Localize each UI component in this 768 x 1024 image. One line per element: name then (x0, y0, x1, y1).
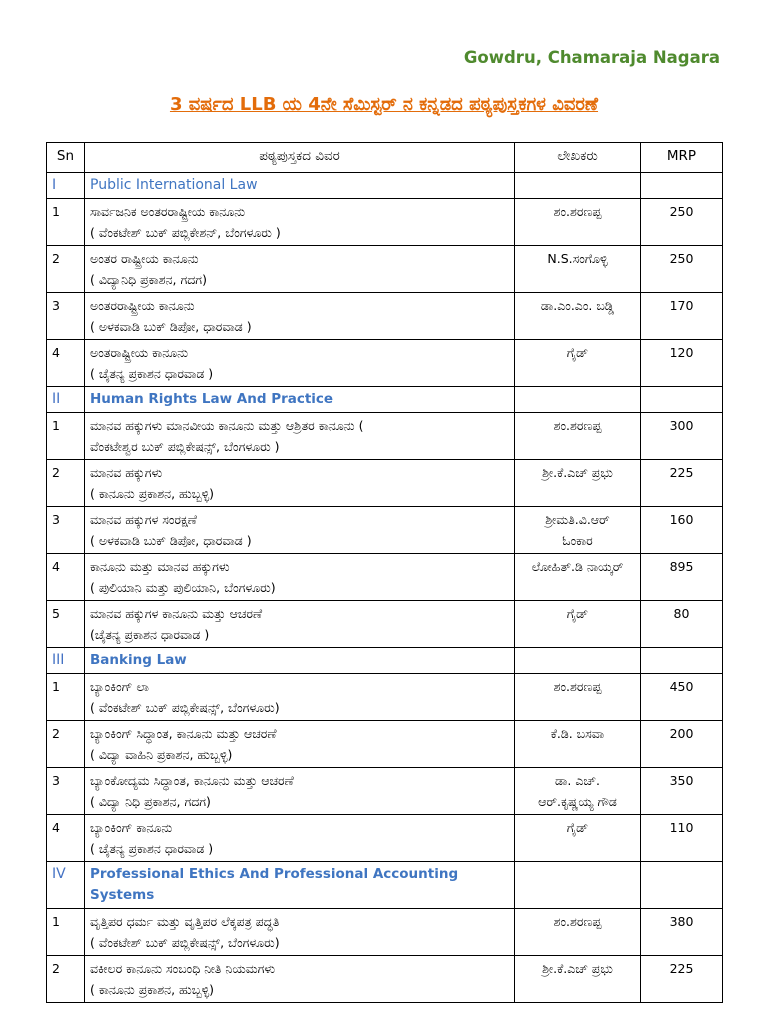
author-name: ಶಂ.ಶರಣಪ್ಪ (553, 679, 602, 694)
table-row (47, 507, 723, 554)
book-publisher: ( ಅಳಕವಾಡಿ ಬುಕ್ ಡಿಪೋ, ಧಾರವಾಡ ) (90, 533, 252, 548)
author-name-continued: ಓಂಕಾರ (562, 533, 593, 548)
book-title: ಬ್ಯಾಂಕೋದ್ಯಮ ಸಿದ್ಧಾಂತ, ಕಾನೂನು ಮತ್ತು ಆಚರಣೆ (90, 773, 294, 788)
author-name: ಗೈಡ್ (566, 606, 589, 621)
empty-cell (641, 173, 723, 199)
empty-cell (515, 387, 641, 413)
book-description (85, 413, 515, 460)
book-serial: 4 (47, 815, 85, 862)
author-name: N.S.ಸಂಗೊಳ್ಳಿ (547, 251, 608, 266)
empty-cell (641, 387, 723, 413)
book-title: ಅಂತರರಾಷ್ಟ್ರೀಯ ಕಾನೂನು (90, 298, 195, 313)
section-row (47, 173, 723, 199)
book-title: ಮಾನವ ಹಕ್ಕುಗಳ ಸಂರಕ್ಷಣೆ (90, 512, 197, 527)
book-mrp: 250 (641, 199, 723, 246)
book-author (515, 293, 641, 340)
book-title: ಕಾನೂನು ಮತ್ತು ಮಾನವ ಹಕ್ಕುಗಳು (90, 559, 230, 574)
book-title: ಅಂತರಾಷ್ಟ್ರೀಯ ಕಾನೂನು (90, 345, 189, 360)
book-title: ವಕೀಲರ ಕಾನೂನು ಸಂಬಂಧಿ ನೀತಿ ನಿಯಮಗಳು (90, 961, 276, 976)
book-serial: 5 (47, 601, 85, 648)
book-mrp: 170 (641, 293, 723, 340)
book-mrp: 80 (641, 601, 723, 648)
section-row (47, 862, 723, 909)
book-author (515, 554, 641, 601)
table-row (47, 674, 723, 721)
book-mrp: 225 (641, 956, 723, 1003)
book-publisher: (ಚೈತನ್ಯ ಪ್ರಕಾಶನ ಧಾರವಾಡ ) (90, 627, 210, 642)
book-mrp: 450 (641, 674, 723, 721)
book-description (85, 956, 515, 1003)
section-title: Public International Law (85, 173, 515, 199)
column-header-sn: Sn (47, 143, 85, 173)
table-row (47, 909, 723, 956)
book-serial: 2 (47, 246, 85, 293)
book-title: ಬ್ಯಾಂಕಿಂಗ್ ಕಾನೂನು (90, 820, 173, 835)
book-author (515, 721, 641, 768)
author-name-continued: ಆರ್.ಕೃಷ್ಣಯ್ಯ ಗೌಡ (538, 794, 617, 809)
book-description (85, 721, 515, 768)
section-number: II (47, 387, 85, 413)
author-name: ಕೆ.ಡಿ. ಬಸವಾ (550, 726, 605, 741)
section-row (47, 648, 723, 674)
book-description (85, 554, 515, 601)
book-description (85, 340, 515, 387)
book-publisher: ( ಕಾನೂನು ಪ್ರಕಾಶನ, ಹುಬ್ಬಳ್ಳಿ) (90, 982, 215, 997)
book-mrp: 300 (641, 413, 723, 460)
book-mrp: 380 (641, 909, 723, 956)
book-author (515, 246, 641, 293)
book-publisher: ( ವೆಂಕಟೇಶ್ ಬುಕ್ ಪಬ್ಲಿಕೇಷನ್ಸ್, ಬೆಂಗಳೂರು) (90, 700, 280, 715)
book-description (85, 507, 515, 554)
book-description (85, 293, 515, 340)
book-mrp: 200 (641, 721, 723, 768)
book-description (85, 601, 515, 648)
table-row (47, 956, 723, 1003)
author-name: ಶ್ರೀ.ಕೆ.ಎಚ್ ಪ್ರಭು (542, 961, 613, 976)
author-name: ಗೈಡ್ (566, 820, 589, 835)
book-title: ಸಾರ್ವಜನಿಕ ಅಂತರರಾಷ್ಟ್ರೀಯ ಕಾನೂನು (90, 204, 246, 219)
book-serial: 3 (47, 507, 85, 554)
book-publisher: ( ಚೈತನ್ಯ ಪ್ರಕಾಶನ ಧಾರವಾಡ ) (90, 366, 214, 381)
book-description (85, 909, 515, 956)
table-row (47, 340, 723, 387)
section-number: III (47, 648, 85, 674)
section-row (47, 387, 723, 413)
author-name: ಲೋಹಿತ್.ಡಿ ನಾಯ್ಕರ್ (531, 559, 624, 574)
book-mrp: 160 (641, 507, 723, 554)
section-number: IV (47, 862, 85, 909)
table-row (47, 199, 723, 246)
book-author (515, 460, 641, 507)
book-publisher: ( ವೆಂಕಟೇಶ್ ಬುಕ್ ಪಬ್ಲಿಕೇಷನ್ಸ್, ಬೆಂಗಳೂರು) (90, 935, 280, 950)
author-name: ಡಾ. ಎಚ್. (555, 773, 600, 788)
author-name: ಶ್ರೀಮತಿ.ವಿ.ಆರ್ (545, 512, 610, 527)
book-serial: 3 (47, 768, 85, 815)
author-name: ಶಂ.ಶರಣಪ್ಪ (553, 204, 602, 219)
book-title: ಮಾನವ ಹಕ್ಕುಗಳ ಕಾನೂನು ಮತ್ತು ಆಚರಣೆ (90, 606, 263, 621)
author-name: ಶಂ.ಶರಣಪ್ಪ (553, 418, 602, 433)
section-title: Human Rights Law And Practice (85, 387, 515, 413)
empty-cell (515, 173, 641, 199)
book-publisher: ( ವಿದ್ಯಾನಿಧಿ ಪ್ರಕಾಶನ, ಗದಗ) (90, 272, 207, 287)
section-number: I (47, 173, 85, 199)
book-serial: 1 (47, 674, 85, 721)
book-publisher: ( ವಿದ್ಯಾ ನಿಧಿ ಪ್ರಕಾಶನ, ಗದಗ) (90, 794, 211, 809)
table-header-row (47, 143, 723, 173)
book-title: ಬ್ಯಾಂಕಿಂಗ್ ಸಿದ್ಧಾಂತ, ಕಾನೂನು ಮತ್ತು ಆಚರಣೆ (90, 726, 277, 741)
empty-cell (515, 648, 641, 674)
book-author (515, 413, 641, 460)
book-title: ಮಾನವ ಹಕ್ಕುಗಳು (90, 465, 163, 480)
book-mrp: 110 (641, 815, 723, 862)
book-serial: 4 (47, 340, 85, 387)
section-title: Professional Ethics And Professional Accounting Systems (85, 862, 515, 909)
book-author (515, 340, 641, 387)
table-row (47, 293, 723, 340)
book-mrp: 250 (641, 246, 723, 293)
book-serial: 4 (47, 554, 85, 601)
book-publisher: ( ಪುಲಿಯಾನಿ ಮತ್ತು ಪುಲಿಯಾನಿ, ಬೆಂಗಳೂರು) (90, 580, 276, 595)
empty-cell (641, 862, 723, 909)
table-row (47, 246, 723, 293)
book-author (515, 674, 641, 721)
section-title: Banking Law (85, 648, 515, 674)
book-serial: 3 (47, 293, 85, 340)
table-row (47, 554, 723, 601)
book-author (515, 507, 641, 554)
table-row (47, 460, 723, 507)
book-description (85, 460, 515, 507)
table-row (47, 815, 723, 862)
column-header-author: ಲೇಖಕರು (515, 143, 641, 173)
table-row (47, 768, 723, 815)
book-author (515, 909, 641, 956)
textbook-table (46, 142, 723, 1003)
table-row (47, 601, 723, 648)
book-author (515, 768, 641, 815)
author-name: ಡಾ.ಎಂ.ಎಂ. ಬಡ್ಡಿ (540, 298, 615, 313)
column-header-mrp: MRP (641, 143, 723, 173)
table-row (47, 413, 723, 460)
book-title: ಅಂತರ ರಾಷ್ಟ್ರೀಯ ಕಾನೂನು (90, 251, 199, 266)
empty-cell (641, 648, 723, 674)
book-serial: 1 (47, 199, 85, 246)
table-row (47, 721, 723, 768)
book-mrp: 225 (641, 460, 723, 507)
book-description (85, 246, 515, 293)
author-name: ಶ್ರೀ.ಕೆ.ಎಚ್ ಪ್ರಭು (542, 465, 613, 480)
book-title: ಮಾನವ ಹಕ್ಕುಗಳು ಮಾನವೀಯ ಕಾನೂನು ಮತ್ತು ಆಶ್ರಿತರ ಕಾನೂನು ( (90, 418, 364, 433)
table-body (47, 173, 723, 1003)
author-name: ಗೈಡ್ (566, 345, 589, 360)
book-mrp: 350 (641, 768, 723, 815)
book-serial: 1 (47, 413, 85, 460)
book-mrp: 895 (641, 554, 723, 601)
book-author (515, 199, 641, 246)
book-description (85, 815, 515, 862)
book-publisher: ( ವಿದ್ಯಾ ವಾಹಿನಿ ಪ್ರಕಾಶನ, ಹುಬ್ಬಳ್ಳಿ) (90, 747, 233, 762)
book-serial: 1 (47, 909, 85, 956)
book-description (85, 768, 515, 815)
book-mrp: 120 (641, 340, 723, 387)
book-publisher: ( ಅಳಕವಾಡಿ ಬುಕ್ ಡಿಪೋ, ಧಾರವಾಡ ) (90, 319, 252, 334)
book-publisher: ( ವೆಂಕಟೇಶ್ ಬುಕ್ ಪಬ್ಲಿಕೇಶನ್, ಬೆಂಗಳೂರು ) (90, 225, 281, 240)
book-serial: 2 (47, 721, 85, 768)
book-title: ಬ್ಯಾಂಕಿಂಗ್ ಲಾ (90, 679, 149, 694)
book-description (85, 199, 515, 246)
book-serial: 2 (47, 460, 85, 507)
author-location: Gowdru, Chamaraja Nagara (463, 48, 720, 67)
book-description (85, 674, 515, 721)
book-title: ವೃತ್ತಿಪರ ಧರ್ಮ ಮತ್ತು ವೃತ್ತಿಪರ ಲೆಕ್ಕಪತ್ರ ಪದ್ಧತಿ (90, 914, 280, 929)
book-serial: 2 (47, 956, 85, 1003)
empty-cell (515, 862, 641, 909)
author-name: ಶಂ.ಶರಣಪ್ಪ (553, 914, 602, 929)
book-publisher: ( ಕಾನೂನು ಪ್ರಕಾಶನ, ಹುಬ್ಬಳ್ಳಿ) (90, 486, 215, 501)
column-header-description: ಪಠ್ಯಪುಸ್ತಕದ ವಿವರ (85, 143, 515, 173)
document-title: 3 ವರ್ಷದ LLB ಯ 4ನೇ ಸೆಮಿಸ್ಟರ್ ನ ಕನ್ನಡದ ಪಠ್ಯಪುಸ್ತಕಗಳ ವಿವರಣೆ (169, 94, 599, 115)
book-publisher: ( ಚೈತನ್ಯ ಪ್ರಕಾಶನ ಧಾರವಾಡ ) (90, 841, 214, 856)
book-author (515, 815, 641, 862)
book-author (515, 956, 641, 1003)
book-author (515, 601, 641, 648)
book-publisher: ವೆಂಕಟೇಶ್ವರ ಬುಕ್ ಪಬ್ಲಿಕೇಷನ್ಸ್, ಬೆಂಗಳೂರು ) (90, 439, 280, 454)
